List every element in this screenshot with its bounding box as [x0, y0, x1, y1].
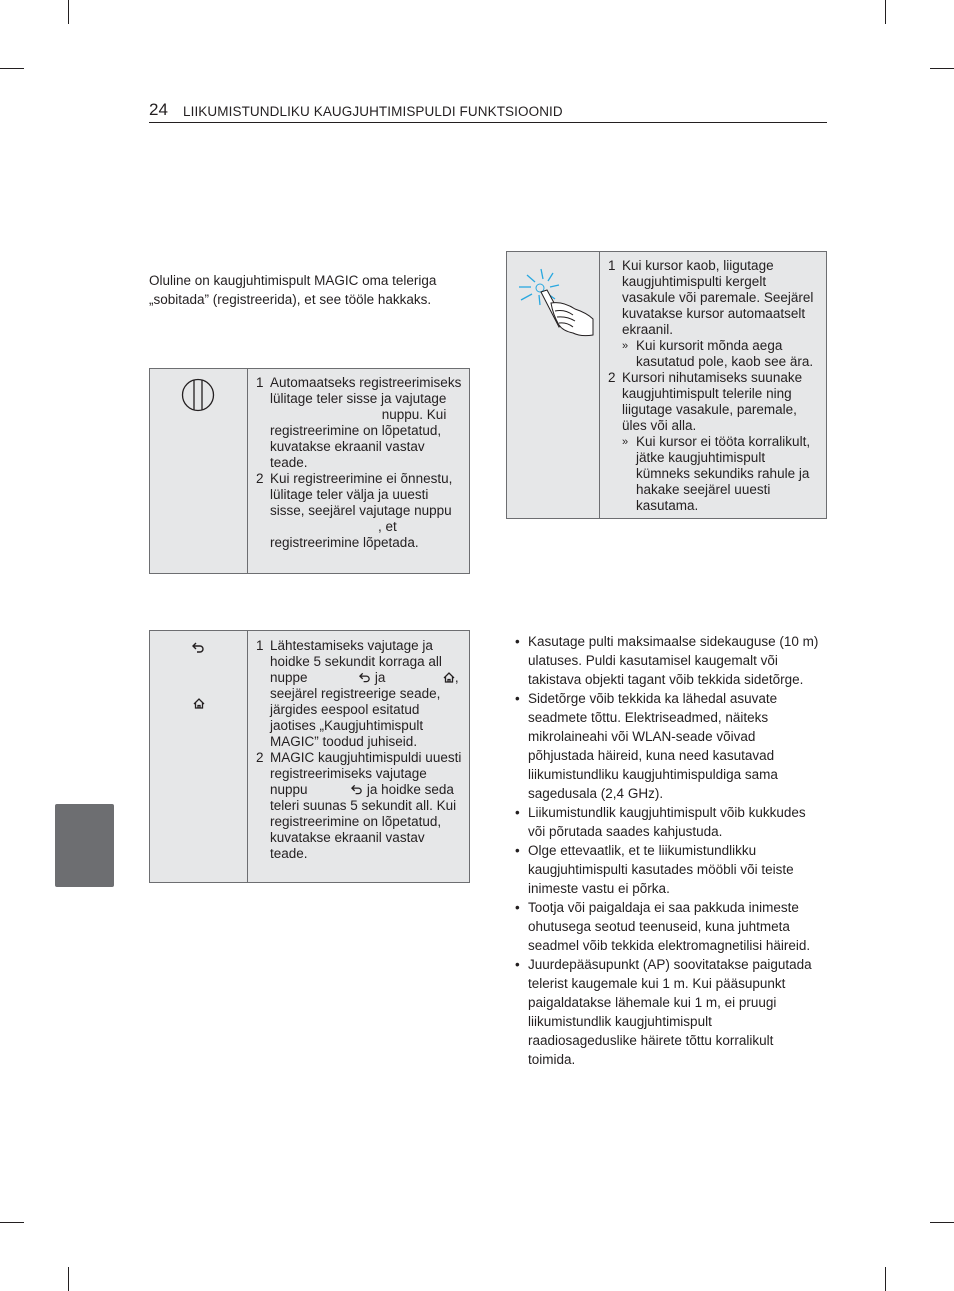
register-steps-cell	[247, 369, 469, 573]
list-item: 2 MAGIC kaugjuhtimispuldi uuesti registreerimiseks vajutage nuppu ja hoidke seda teleri suunas 5 sekundit all. Kui registreerimine on lõpetatud, kuvatakse ekraanil vastav teade.	[256, 750, 462, 861]
back-arrow-icon	[359, 672, 371, 683]
crop-mark	[68, 1267, 69, 1291]
list-item: 1 Lähtestamiseks vajutage ja hoidke 5 sekundit korraga all nuppe ja , seejärel registreerige seade, järgides eespool esitatud jaotises „Kaugjuhtimispult MAGIC” toodud juhiseid.	[256, 638, 459, 749]
list-item: • Kasutage pulti maksimaalse sidekauguse (10 m) ulatuses. Puldi kasutamisel kaugemalt või takistava objekti tagant võib tekkida sidetõrge.	[515, 634, 819, 687]
crop-mark	[930, 68, 954, 69]
crop-mark	[930, 1222, 954, 1223]
list-item: » Kui kursorit mõnda aega kasutatud pole, kaob see ära.	[622, 338, 814, 369]
cursor-steps-cell	[599, 252, 826, 518]
wheel-ok-button-icon	[181, 378, 215, 412]
reregister-icon-cell	[150, 631, 248, 882]
intro-paragraph: Oluline on kaugjuhtimispult MAGIC oma teleriga „sobitada” (registreerida), et see tööle hakkaks.	[149, 273, 437, 307]
cursor-steps	[608, 258, 820, 514]
back-arrow-icon	[192, 642, 205, 653]
register-steps	[256, 375, 463, 551]
register-box	[149, 368, 470, 574]
chapter-side-tab	[55, 804, 114, 887]
back-arrow-icon	[351, 784, 363, 795]
list-item: 2 Kui registreerimine ei õnnestu, lülitage teler välja ja uuesti sisse, seejärel vajutage nuppu , et registreerimine lõpetada.	[256, 471, 453, 550]
reregister-box	[149, 630, 470, 883]
home-icon	[193, 698, 205, 709]
crop-mark	[68, 0, 69, 24]
home-icon	[443, 672, 455, 683]
crop-mark	[0, 1222, 24, 1223]
crop-mark	[0, 68, 24, 69]
crop-mark	[885, 0, 886, 24]
register-icon-cell	[150, 369, 248, 573]
reregister-steps	[256, 638, 463, 862]
list-item: • Sidetõrge võib tekkida ka lähedal asuvate seadmete tõttu. Elektriseadmed, näiteks mikrolaineahi või WLAN-seade võivad põhjustada häireid, kuna need kasutavad liikumistundliku kaugjuhtimispuldiga sama sagedusala (2,4 GHz).	[515, 691, 778, 801]
section-title: LIIKUMISTUNDLIKU KAUGJUHTIMISPULDI FUNKTSIOONID	[183, 104, 563, 119]
precautions-list	[510, 632, 820, 1069]
page-number: 24	[149, 100, 168, 119]
cursor-box	[506, 251, 827, 519]
page-header	[149, 100, 827, 123]
reregister-steps-cell	[247, 631, 469, 882]
list-item: 1 Kui kursor kaob, liigutage kaugjuhtimispulti kergelt vasakule või paremale. Seejärel kuvatakse kursor automaatselt ekraanil. » Kui kursorit mõnda aega kasutatud pole, kaob see ära.	[608, 258, 820, 370]
list-item: » Kui kursor ei tööta korralikult, jätke kaugjuhtimispult kümneks sekundiks rahule ja hakake seejärel uuesti kasutama.	[622, 434, 811, 513]
cursor-icon-cell	[507, 252, 600, 518]
list-item: 2 Kursori nihutamiseks suunake kaugjuhtimispult telerile ning liigutage vasakule, paremale, üles või alla. » Kui kursor ei tööta korralikult, jätke kaugjuhtimispult kümneks sekundiks rahule ja hakake seejärel uuesti kasutama.	[608, 370, 820, 514]
list-item: • Liikumistundlik kaugjuhtimispult võib kukkudes või põrutada saades kahjustuda.	[515, 805, 806, 839]
list-item: 1 Automaatseks registreerimiseks lülitage teler sisse ja vajutage nuppu. Kui registreerimine on lõpetatud, kuvatakse ekraanil vastav teade.	[256, 375, 462, 470]
list-item: • Olge ettevaatlik, et te liikumistundlikku kaugjuhtimispulti kasutades mööbli või teiste inimeste vastu ei põrka.	[515, 843, 794, 896]
list-item: • Juurdepääsupunkt (AP) soovitatakse paigutada telerist kaugemale kui 1 m. Kui pääsupunkt paigaldatakse lähemale kui 1 m, ei pruugi liikumistundlik kaugjuhtimispult raadiosageduslike häirete tõttu korralikult toimida.	[515, 957, 812, 1067]
hand-shaking-remote-icon	[515, 267, 595, 343]
list-item: • Tootja või paigaldaja ei saa pakkuda inimeste ohutusega seotud teenuseid, kuna juhtmeta seadmel võib tekkida elektromagnetilisi häireid.	[515, 900, 811, 953]
crop-mark	[885, 1267, 886, 1291]
